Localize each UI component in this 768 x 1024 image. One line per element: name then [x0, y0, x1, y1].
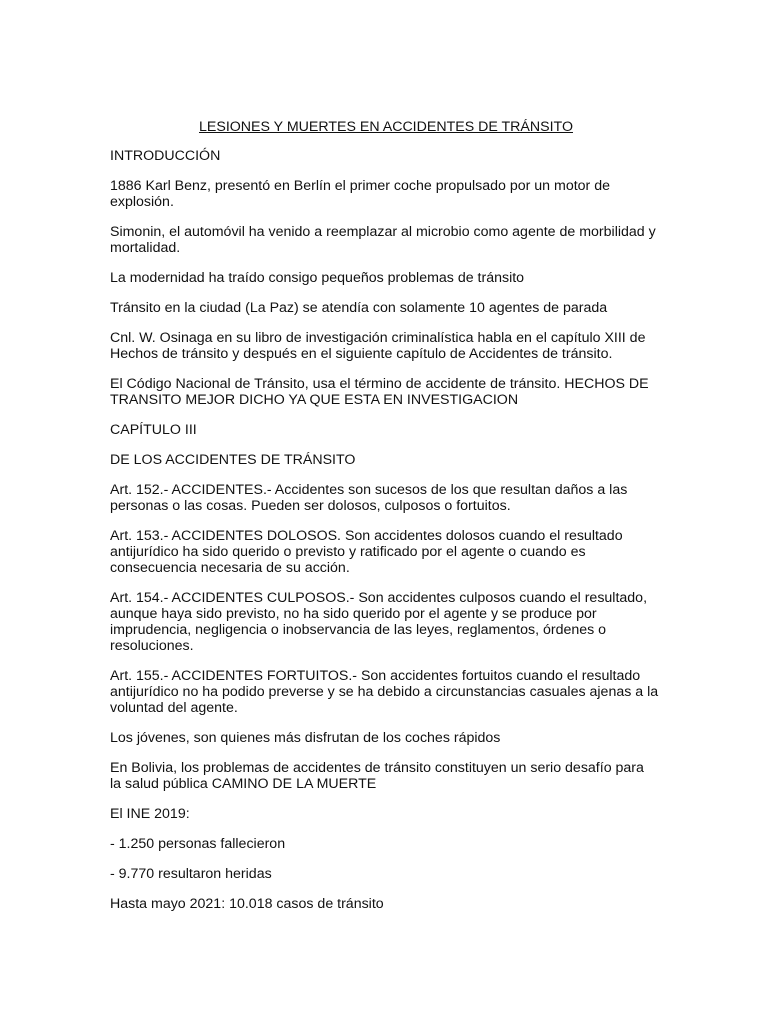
paragraph-line: Art. 153.- ACCIDENTES DOLOSOS. Son accidentes dolosos cuando el resultado — [110, 528, 623, 544]
paragraph-line: aunque haya sido previsto, no ha sido querido por el agente y se produce por — [110, 606, 597, 622]
paragraph-line: imprudencia, negligencia o inobservancia de las leyes, reglamentos, órdenes o — [110, 622, 607, 638]
paragraph — [110, 482, 662, 514]
paragraph-line: Art. 152.- ACCIDENTES.- Accidentes son sucesos de los que resultan daños a las — [110, 482, 628, 498]
paragraph — [110, 866, 662, 882]
paragraph-line: - 9.770 resultaron heridas — [110, 866, 272, 882]
paragraph-line: antijurídico no ha podido preverse y se ha debido a circunstancias casuales ajenas a la — [110, 684, 659, 700]
paragraph — [110, 668, 662, 716]
document-title: LESIONES Y MUERTES EN ACCIDENTES DE TRÁNSITO — [199, 119, 573, 135]
document-page — [110, 119, 662, 926]
document-body — [110, 148, 662, 912]
paragraph — [110, 760, 662, 792]
paragraph — [110, 806, 662, 822]
paragraph-line: El INE 2019: — [110, 806, 190, 822]
paragraph-line: CAPÍTULO III — [110, 422, 197, 438]
paragraph — [110, 376, 662, 408]
paragraph-line: Hasta mayo 2021: 10.018 casos de tránsito — [110, 896, 384, 912]
paragraph-line: Art. 154.- ACCIDENTES CULPOSOS.- Son accidentes culposos cuando el resultado, — [110, 590, 648, 606]
paragraph-line: El Código Nacional de Tránsito, usa el término de accidente de tránsito. HECHOS DE — [110, 376, 649, 392]
paragraph-line: La modernidad ha traído consigo pequeños problemas de tránsito — [110, 270, 525, 286]
paragraph — [110, 452, 662, 468]
paragraph-line: Los jóvenes, son quienes más disfrutan de los coches rápidos — [110, 730, 501, 746]
paragraph-line: Tránsito en la ciudad (La Paz) se atendía con solamente 10 agentes de parada — [110, 300, 608, 316]
paragraph-line: En Bolivia, los problemas de accidentes de tránsito constituyen un serio desafío para — [110, 760, 644, 776]
paragraph-line: personas o las cosas. Pueden ser dolosos, culposos o fortuitos. — [110, 498, 511, 514]
paragraph-line: Art. 155.- ACCIDENTES FORTUITOS.- Son accidentes fortuitos cuando el resultado — [110, 668, 641, 684]
paragraph — [110, 590, 662, 654]
paragraph — [110, 178, 662, 210]
paragraph-line: explosión. — [110, 194, 174, 210]
paragraph-line: DE LOS ACCIDENTES DE TRÁNSITO — [110, 452, 356, 468]
paragraph-line: voluntad del agente. — [110, 700, 238, 716]
paragraph-line: TRANSITO MEJOR DICHO YA QUE ESTA EN INVESTIGACION — [110, 392, 519, 408]
paragraph — [110, 422, 662, 438]
paragraph-line: INTRODUCCIÓN — [110, 148, 221, 164]
paragraph — [110, 270, 662, 286]
paragraph-line: Simonin, el automóvil ha venido a reemplazar al microbio como agente de morbilidad y — [110, 224, 656, 240]
paragraph — [110, 300, 662, 316]
paragraph — [110, 148, 662, 164]
paragraph — [110, 224, 662, 256]
paragraph — [110, 528, 662, 576]
paragraph — [110, 730, 662, 746]
paragraph — [110, 836, 662, 852]
paragraph-line: mortalidad. — [110, 240, 181, 256]
paragraph — [110, 896, 662, 912]
paragraph-line: la salud pública CAMINO DE LA MUERTE — [110, 776, 377, 792]
paragraph-line: Hechos de tránsito y después en el siguiente capítulo de Accidentes de tránsito. — [110, 346, 613, 362]
paragraph-line: consecuencia necesaria de su acción. — [110, 560, 350, 576]
paragraph-line: 1886 Karl Benz, presentó en Berlín el primer coche propulsado por un motor de — [110, 178, 611, 194]
paragraph-line: - 1.250 personas fallecieron — [110, 836, 286, 852]
paragraph-line: Cnl. W. Osinaga en su libro de investigación criminalística habla en el capítulo XIII de — [110, 330, 646, 346]
paragraph — [110, 330, 662, 362]
paragraph-line: antijurídico ha sido querido o previsto y ratificado por el agente o cuando es — [110, 544, 586, 560]
paragraph-line: resoluciones. — [110, 638, 194, 654]
